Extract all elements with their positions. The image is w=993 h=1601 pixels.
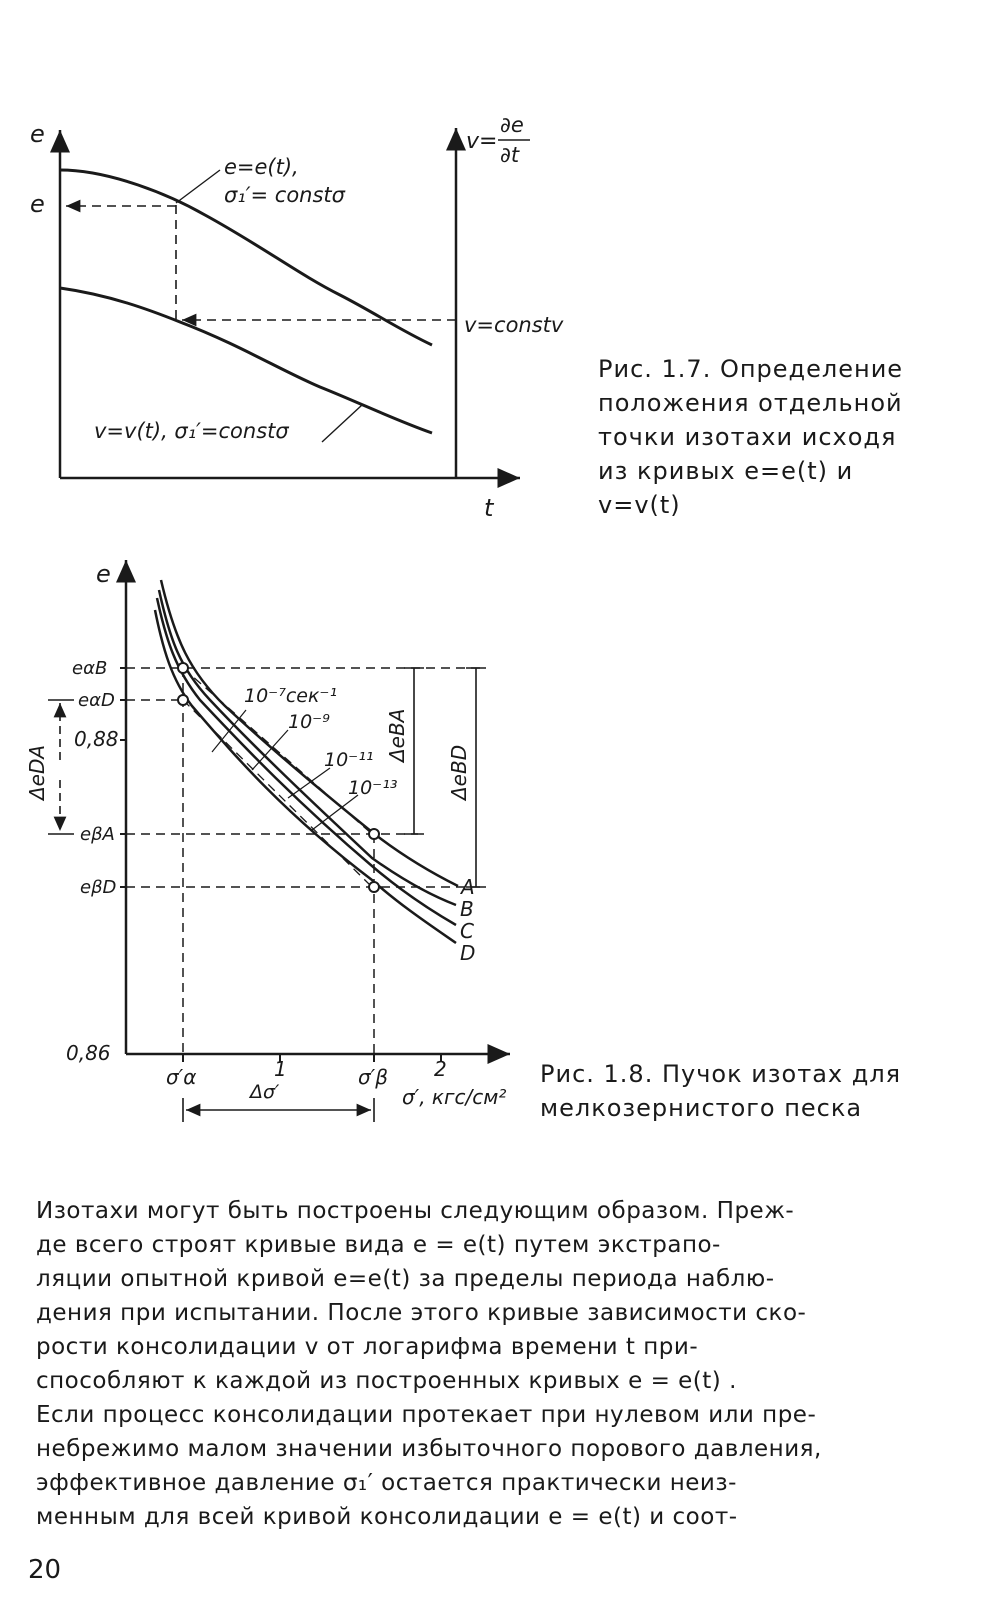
delta-e-BA-label: ΔeBA (385, 708, 409, 762)
tick-e-beta-A: eβA (80, 824, 115, 845)
e-marker-label: e (30, 190, 45, 218)
curve-label-B: B (460, 897, 474, 921)
x-axis-label: σ′, кгс/см² (402, 1085, 507, 1109)
leader-lower (322, 405, 362, 442)
curve-v-of-t (60, 288, 432, 433)
delta-sigma-label: Δσ′ (250, 1081, 280, 1103)
body-line: способляют к каждой из построенных кривых e = e(t) . (36, 1368, 737, 1394)
point (178, 695, 188, 705)
caption-line: положения отдельной (598, 389, 903, 417)
body-line: Изотахи могут быть построены следующим образом. Преж- (36, 1198, 795, 1224)
leader-upper (176, 170, 220, 203)
body-paragraph (36, 1194, 941, 1534)
figure-1-8 (0, 545, 993, 1125)
isotach-label: 10⁻¹³ (348, 777, 398, 799)
lower-curve-label: v=v(t), σ₁′=constσ (94, 419, 289, 443)
figure-1-7-caption (598, 352, 928, 522)
x-tick-sigma-beta: σ′β (358, 1065, 388, 1089)
page-number: 20 (28, 1555, 62, 1585)
y-axis-label-right-den: ∂t (500, 143, 520, 167)
isotach-label: 10⁻¹¹ (324, 749, 374, 771)
isotach-label: 10⁻⁹ (288, 711, 330, 733)
body-line: дения при испытании. После этого кривые зависимости ско- (36, 1300, 807, 1326)
y-axis-label-right-num: ∂e (500, 113, 524, 137)
caption-line: Рис. 1.8. Пучок изотах для (540, 1060, 902, 1088)
curve-C (157, 598, 456, 925)
curve-B (159, 590, 456, 905)
upper-curve-label-2: σ₁′= constσ (224, 183, 345, 207)
point (369, 882, 379, 892)
curve-label-D: D (460, 941, 476, 965)
curve-label-A: A (461, 875, 475, 899)
v-const-label: v=constv (464, 313, 564, 337)
caption-line: v=v(t) (598, 491, 681, 519)
x-tick-sigma-alpha: σ′α (166, 1065, 197, 1089)
tick-e-beta-D: eβD (80, 877, 117, 898)
delta-e-BD-label: ΔeBD (447, 744, 471, 800)
body-line: небрежимо малом значении избыточного порового давления, (36, 1436, 822, 1462)
tick-086: 0,86 (66, 1041, 111, 1065)
body-line: ляции опытной кривой e=e(t) за пределы периода наблю- (36, 1266, 775, 1292)
caption-line: мелкозернистого песка (540, 1094, 863, 1122)
point (369, 829, 379, 839)
y-axis-label-left: e (30, 120, 45, 148)
isotach-label: 10⁻⁷сек⁻¹ (244, 685, 338, 707)
point (178, 663, 188, 673)
upper-curve-label-1: e=e(t), (224, 155, 299, 179)
body-line: де всего строят кривые вида e = e(t) путем экстрапо- (36, 1232, 721, 1258)
body-line: эффективное давление σ₁′ остается практически неиз- (36, 1470, 737, 1496)
tick-088: 0,88 (74, 727, 119, 751)
caption-line: точки изотахи исходя (598, 423, 897, 451)
caption-line: Рис. 1.7. Определение (598, 355, 904, 383)
x-tick-1: 1 (274, 1057, 287, 1081)
body-line: рости консолидации v от логарифма времени t при- (36, 1334, 699, 1360)
e-axis-label: e (96, 560, 111, 588)
body-line: Если процесс консолидации протекает при нулевом или пре- (36, 1402, 817, 1428)
tick-e-alpha-D: eαD (78, 690, 115, 711)
delta-e-DA-label: ΔeDA (25, 744, 49, 800)
body-line: менным для всей кривой консолидации e = e(t) и соот- (36, 1504, 738, 1530)
caption-line: из кривых e=e(t) и (598, 457, 854, 485)
curve-label-C: C (460, 919, 474, 943)
tick-e-alpha-B: eαB (72, 658, 108, 679)
x-axis-label: t (484, 494, 494, 522)
figure-1-8-caption (540, 1057, 960, 1125)
y-axis-label-right-lhs: v= (466, 129, 498, 154)
x-tick-2: 2 (434, 1057, 447, 1081)
